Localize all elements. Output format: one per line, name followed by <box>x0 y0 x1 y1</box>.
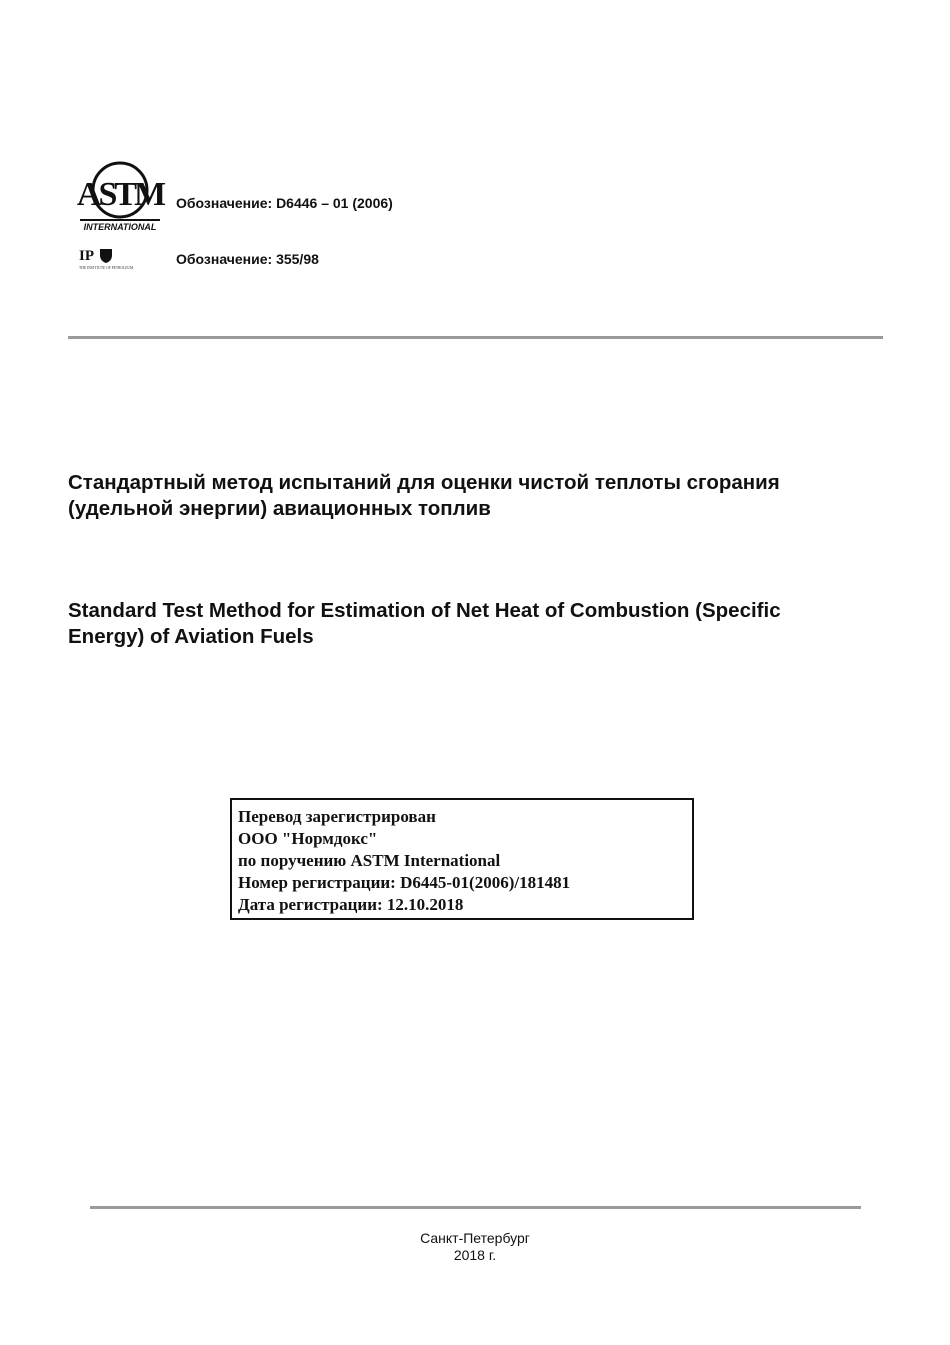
svg-text:ASTM: ASTM <box>76 176 164 213</box>
bottom-divider <box>90 1206 861 1209</box>
astm-logo-text: INTERNATIONAL <box>83 222 157 232</box>
registration-line: ООО "Нормдокс" <box>238 829 378 848</box>
designation-ip: Обозначение: 355/98 <box>176 251 319 267</box>
registration-number: Номер регистрации: D6445-01(2006)/181481 <box>238 873 571 892</box>
designation-astm: Обозначение: D6446 – 01 (2006) <box>176 195 393 211</box>
footer <box>0 1230 950 1264</box>
title-en-line-2: Energy) of Aviation Fuels <box>68 625 314 648</box>
title-ru-line-1: Стандартный метод испытаний для оценки чистой теплоты сгорания <box>68 471 780 494</box>
title-english <box>68 598 883 650</box>
registration-date: Дата регистрации: 12.10.2018 <box>238 895 464 914</box>
astm-logo <box>76 160 164 232</box>
registration-box <box>230 798 694 920</box>
ip-logo-subtext: THE INSTITUTE OF PETROLEUM <box>79 266 134 270</box>
title-ru-line-2: (удельной энергии) авиационных топлив <box>68 497 491 520</box>
footer-year: 2018 г. <box>453 1247 497 1263</box>
top-divider <box>68 336 883 339</box>
registration-line: Перевод зарегистрирован <box>238 807 436 826</box>
title-en-line-1: Standard Test Method for Estimation of Net Heat of Combustion (Specific <box>68 599 781 622</box>
footer-city: Санкт-Петербург <box>420 1230 530 1246</box>
ip-logo-text: IP <box>79 248 94 264</box>
registration-line: по поручению ASTM International <box>238 851 501 870</box>
title-russian <box>68 470 883 522</box>
ip-logo <box>78 246 134 276</box>
